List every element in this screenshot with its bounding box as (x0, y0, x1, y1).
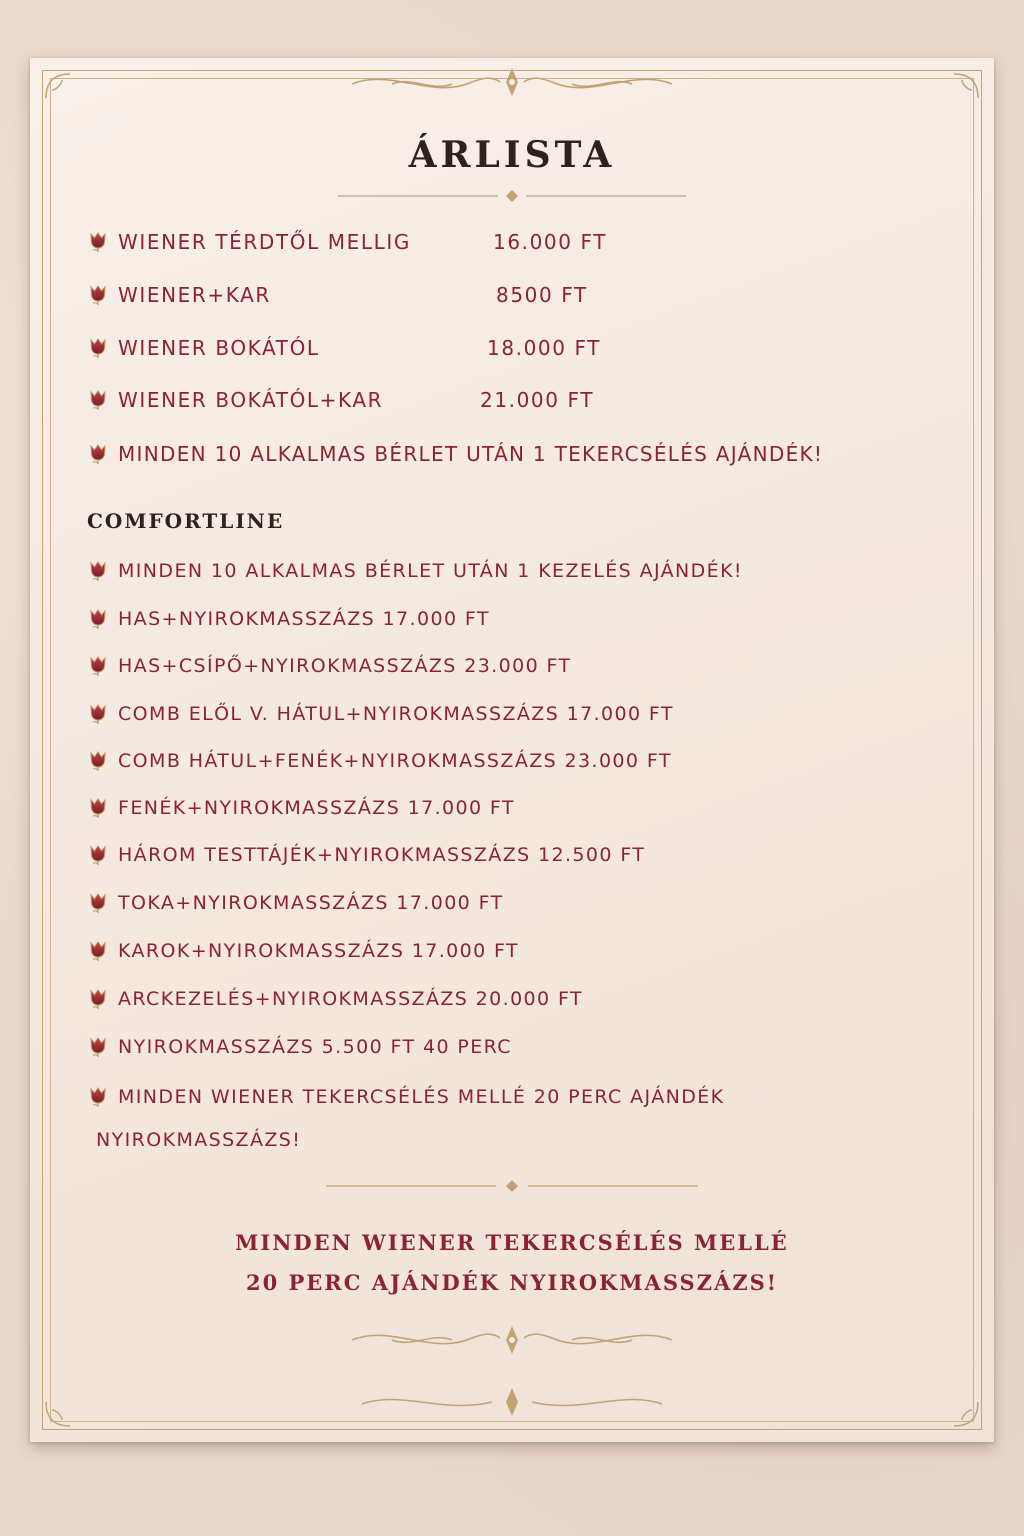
list-item (88, 936, 519, 966)
service-price: 18.000 FT (487, 336, 602, 360)
list-item (88, 1032, 512, 1062)
list-item (88, 651, 572, 681)
promo-text: MINDEN 10 ALKALMAS BÉRLET UTÁN 1 TEKERCSÉLÉS AJÁNDÉK! (118, 442, 824, 466)
service-name: WIENER BOKÁTÓL (118, 336, 320, 360)
section-heading-comfortline: COMFORTLINE (87, 509, 285, 533)
tulip-icon (88, 655, 108, 677)
corner-ornament-bottom-right (942, 1390, 982, 1430)
list-item-text: FENÉK+NYIROKMASSZÁZS 17.000 FT (118, 797, 515, 819)
tulip-icon (88, 988, 108, 1010)
tulip-icon (88, 1086, 108, 1108)
tulip-icon (88, 703, 108, 725)
tulip-icon (88, 797, 108, 819)
list-item-text: TOKA+NYIROKMASSZÁZS 17.000 FT (118, 892, 504, 914)
tulip-icon (88, 231, 108, 253)
top-flourish-ornament (332, 64, 692, 104)
service-name: WIENER BOKÁTÓL+KAR (118, 388, 384, 412)
price-row (88, 280, 588, 310)
tulip-icon (88, 940, 108, 962)
tulip-icon (88, 443, 108, 465)
service-price: 16.000 FT (493, 230, 608, 254)
price-row (88, 227, 608, 257)
tulip-icon (88, 1036, 108, 1058)
list-item-text: COMB ELŐL V. HÁTUL+NYIROKMASSZÁZS 17.000 FT (118, 703, 674, 725)
footer-note-line-1: MINDEN WIENER TEKERCSÉLÉS MELLÉ (235, 1230, 789, 1255)
list-item (88, 793, 515, 823)
list-item-text: HAS+NYIROKMASSZÁZS 17.000 FT (118, 608, 490, 630)
tulip-icon (88, 337, 108, 359)
list-item-continuation: NYIROKMASSZÁZS! (96, 1129, 302, 1151)
tulip-icon (88, 844, 108, 866)
list-item-text: MINDEN WIENER TEKERCSÉLÉS MELLÉ 20 PERC AJÁNDÉK (118, 1086, 725, 1108)
price-row (88, 385, 595, 415)
list-item (88, 1082, 725, 1112)
price-list-card (30, 58, 994, 1442)
corner-ornament-bottom-left (42, 1390, 82, 1430)
tulip-icon (88, 892, 108, 914)
page-title: ÁRLISTA (408, 134, 616, 176)
corner-ornament-top-right (942, 70, 982, 110)
service-name: WIENER+KAR (118, 283, 271, 307)
list-item-text: ARCKEZELÉS+NYIROKMASSZÁZS 20.000 FT (118, 988, 583, 1010)
list-item-text: COMB HÁTUL+FENÉK+NYIROKMASSZÁZS 23.000 FT (118, 750, 672, 772)
list-item (88, 699, 674, 729)
service-price: 8500 FT (496, 283, 588, 307)
price-row (88, 333, 602, 363)
list-item-text: NYIROKMASSZÁZS 5.500 FT 40 PERC (118, 1036, 512, 1058)
list-item-text: HAS+CSÍPŐ+NYIROKMASSZÁZS 23.000 FT (118, 655, 572, 677)
list-item (88, 888, 504, 918)
list-item (88, 746, 672, 776)
list-item (88, 984, 583, 1014)
footer-divider (326, 1178, 698, 1194)
footer-note-line-2: 20 PERC AJÁNDÉK NYIROKMASSZÁZS! (245, 1270, 779, 1295)
list-item (88, 604, 490, 634)
service-name: WIENER TÉRDTŐL MELLIG (118, 230, 411, 254)
bottom-edge-ornament (352, 1380, 672, 1420)
list-item (88, 840, 645, 870)
corner-ornament-top-left (42, 70, 82, 110)
service-price: 21.000 FT (480, 388, 595, 412)
list-item-text: HÁROM TESTTÁJÉK+NYIROKMASSZÁZS 12.500 FT (118, 844, 646, 866)
tulip-icon (88, 389, 108, 411)
tulip-icon (88, 284, 108, 306)
tulip-icon (88, 560, 108, 582)
promo-row (88, 439, 823, 469)
tulip-icon (88, 750, 108, 772)
list-item (88, 556, 743, 586)
tulip-icon (88, 608, 108, 630)
list-item-text: KAROK+NYIROKMASSZÁZS 17.000 FT (118, 940, 520, 962)
title-divider (338, 188, 686, 204)
bottom-flourish-ornament (332, 1320, 692, 1360)
list-item-text: MINDEN 10 ALKALMAS BÉRLET UTÁN 1 KEZELÉS AJÁNDÉK! (118, 560, 743, 582)
